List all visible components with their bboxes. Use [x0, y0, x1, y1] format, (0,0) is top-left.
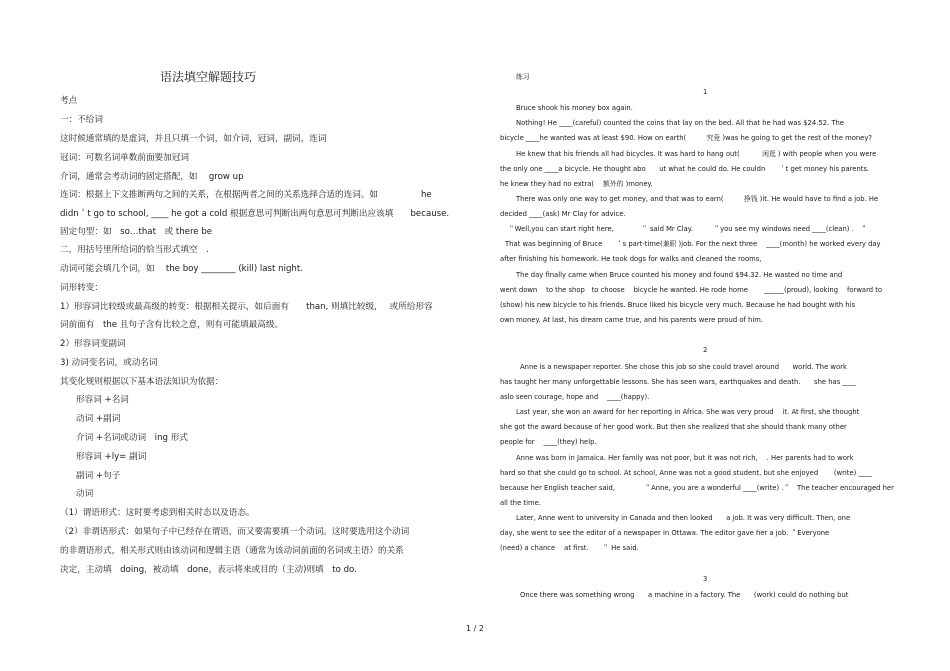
text-line: 考点: [60, 96, 78, 106]
passage-line: went down to the shop to choose bicycle he wanted. He rode home ______(proud), looking forward to: [500, 286, 883, 294]
exercise-heading: 练习: [516, 73, 530, 81]
page-footer: 1 / 2: [466, 624, 484, 633]
text-line: 2）形容词变副词: [60, 339, 126, 349]
text-line: 其变化规则根据以下基本语法知识为依据：: [60, 377, 224, 387]
passage-line: Nothing! He ____(careful) counted the coins that lay on the bed. All that he had was $24.52. The: [516, 119, 844, 127]
passage-line: Anne is a newspaper reporter. She chose this job so she could travel around world. The work: [520, 363, 847, 371]
passage-line: own money. At last, his dream came true, and his parents were proud of him.: [500, 316, 764, 324]
passage-line: she got the award because of her good work. But then she realized that she should thank many other: [500, 423, 847, 431]
text-line: 副词 +句子: [76, 471, 121, 481]
passage-line: (need) a chance at first. ＂ He said.: [500, 544, 639, 552]
passage-line: bicycle ____he wanted was at least $90. How on earth( 究竟 )was he going to get the rest of the money?: [500, 134, 872, 142]
passage-line: Last year, she won an award for her reporting in Africa. She was very proud it. At first, she thought: [516, 408, 860, 416]
text-line: 二，用括号里所给词的恰当形式填空 .: [60, 245, 209, 255]
passage-line: The day finally came when Bruce counted his money and found $94.32. He wasted no time and: [516, 271, 843, 279]
text-line: 固定句型：如 so…that 或 there be: [60, 227, 213, 237]
passage-line: Anne was born in Jamaica. Her family was not poor, but it was not rich, . Her parents had to work: [516, 454, 854, 462]
text-line: 动词: [76, 489, 94, 499]
passage-line: There was only one way to get money, and that was to earn( 挣钱 )it. He would have to find a job. He: [516, 195, 879, 203]
passage-line: has taught her many unforgettable lessons. She has seen wars, earthquakes and death. she has ____: [500, 378, 857, 386]
text-line: 词形转变：: [60, 283, 103, 293]
passage-line: day, she went to see the editor of a newspaper in Ottawa. The editor gave her a job. ＂Everyone: [500, 529, 830, 537]
passage-line: all the time.: [500, 499, 541, 507]
passage-line: hard so that she could go to school. At school, Anne was not a good student, but she enjoyed (write) ____: [500, 469, 873, 477]
text-line: 介词，通常会考动词的固定搭配，如 grow up: [60, 172, 244, 182]
text-line: 形容词 +ly= 副词: [76, 452, 147, 462]
passage-line: He knew that his friends all had bicycles. It was hard to hang out( 闲逛 ) with people when you were: [516, 150, 877, 158]
passage-line: the only one ____a bicycle. He thought abo ut what he could do. He couldn ＇t get money his parents.: [500, 165, 870, 173]
text-line: 连词：根据上下文推断两句之间的关系，在根据两者之间的关系选择合适的连词。如 he: [60, 190, 432, 200]
text-line: didn＇t go to school, ____ he got a cold 根据意思可判断出两句意思可判断出应该填 because.: [60, 209, 450, 219]
text-line: 动词可能会填几个词，如 the boy ________ (kill) last night.: [60, 264, 303, 274]
text-line: 这时候通常填的是虚词，并且只填一个词，如介词，冠词，副词，连词: [60, 134, 327, 144]
text-line: 形容词 +名词: [76, 395, 129, 405]
passage-line: aslo seen courage, hope and ____(happy).: [500, 393, 650, 401]
text-line: 3) 动词变名词，或动名词: [60, 358, 158, 368]
passage-number: 2: [703, 346, 708, 354]
passage-line: (show) his new bicycle to his friends. Bruce liked his bicycle very much. Because he had bought with his: [500, 301, 856, 309]
passage-number: 1: [703, 88, 708, 96]
page-title: 语法填空解题技巧: [160, 70, 257, 84]
passage-line: people for ____(they) help.: [500, 438, 597, 446]
text-line: （2）非谓语形式：如果句子中已经存在谓语，而又要需要填一个动词。这时要选用这个动词: [60, 527, 410, 537]
passage-line: That was beginning of Bruce ＇s part-time(兼职 )job. For the next three ____(month) he worked every day: [505, 240, 881, 248]
passage-line: he knew they had no extra( 额外的 )money.: [500, 180, 653, 188]
passage-line: Bruce shook his money box again.: [516, 104, 633, 112]
text-line: 介词 +名词或动词 ing 形式: [76, 433, 188, 443]
passage-line: decided ____(ask) Mr Clay for advice.: [500, 210, 626, 218]
text-line: 的非谓语形式，相关形式则由该动词和逻辑主语（通常为该动词前面的名词或主语）的关系: [60, 546, 404, 556]
text-line: 冠词：可数名词单数前面要加冠词: [60, 153, 189, 163]
text-line: 词前面有 the 且句子含有比较之意，则有可能填最高级。: [60, 320, 284, 330]
passage-number: 3: [703, 575, 708, 583]
passage-line: ＂Well,you can start right here, ＂ said Mr Clay. ＂you see my windows need ____(clean) . ＂: [508, 225, 868, 233]
text-line: 一：不给词: [60, 115, 103, 125]
text-line: （1）谓语形式：这时要考虑到相关时态以及语态。: [60, 508, 255, 518]
text-line: 动词 +副词: [76, 414, 121, 424]
passage-line: because her English teacher said, ＂Anne, you are a wonderful ____(write) .＂ The teacher encouraged her: [500, 484, 894, 492]
passage-line: Later, Anne went to university in Canada and then looked a job. It was very difficult. Then, one: [516, 514, 851, 522]
text-line: 1）形容词比较级或最高级的转变：根据相关提示，如后面有 than, 则填比较级， 或所给形容: [60, 302, 433, 312]
passage-line: Once there was something wrong a machine in a factory. The (work) could do nothing but: [520, 591, 849, 599]
passage-line: after finishing his homework. He took dogs for walks and cleaned the rooms,: [500, 255, 762, 263]
text-line: 决定，主动填 doing，被动填 done，表示将来或目的（主动)则填 to do.: [60, 565, 357, 575]
